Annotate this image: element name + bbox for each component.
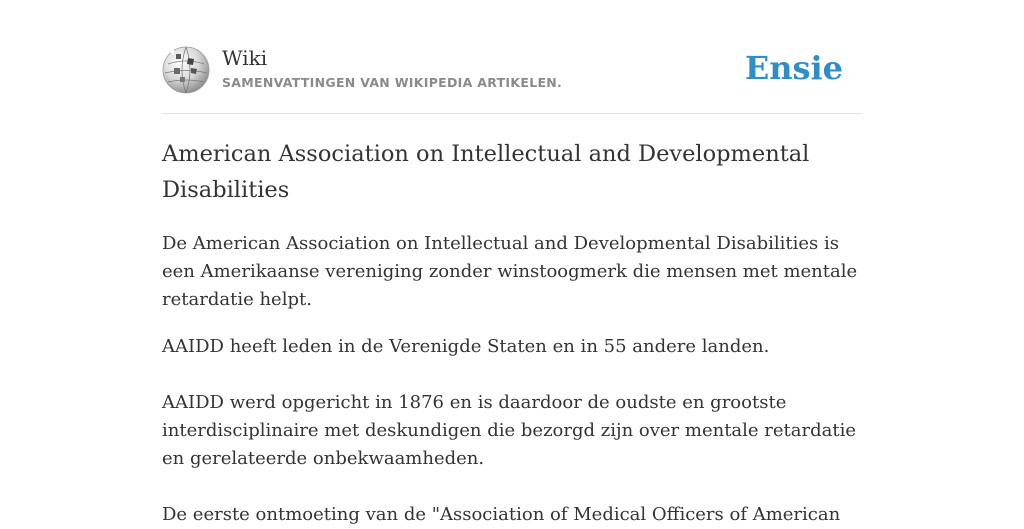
article-paragraph: AAIDD werd opgericht in 1876 en is daardoor de oudste en grootste interdisciplinaire met deskundigen die bezorgd zijn over mentale retardatie en gerelateerde onbekwaamheden. — [162, 392, 857, 469]
article-intro: De American Association on Intellectual and Developmental Disabilities is een Amerikaanse vereniging zonder winstoogmerk die mensen met mentale retardatie helpt. — [162, 233, 858, 310]
article — [162, 136, 862, 529]
site-tagline: SAMENVATTINGEN VAN WIKIPEDIA ARTIKELEN. — [222, 75, 563, 90]
site-header — [162, 0, 862, 114]
site-name[interactable]: Wiki — [222, 46, 268, 70]
article-title: American Association on Intellectual and Developmental Disabilities — [162, 141, 810, 203]
wikipedia-globe-icon[interactable] — [162, 46, 210, 94]
content-container — [162, 0, 862, 529]
brand-logo[interactable]: Ensie — [744, 49, 843, 87]
article-paragraph: AAIDD heeft leden in de Verenigde Staten en in 55 andere landen. — [162, 336, 770, 357]
article-paragraph: De eerste ontmoeting van de "Association of Medical Officers of American — [162, 504, 841, 525]
